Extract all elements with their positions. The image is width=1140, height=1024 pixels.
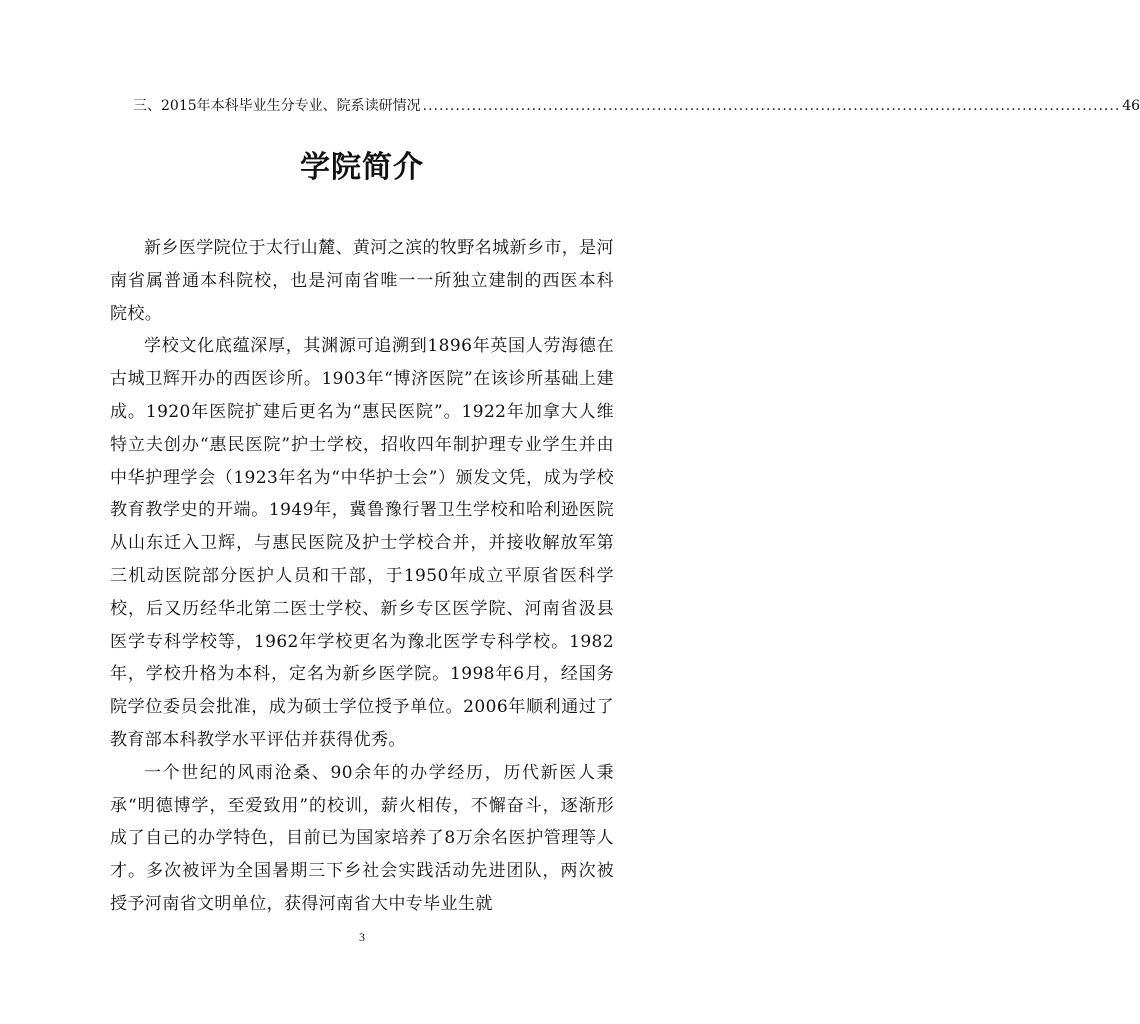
- toc-entry-title: 三、2015年本科毕业生分专业、院系读研情况: [133, 98, 421, 114]
- paragraph-location: 新乡医学院位于太行山麓、黄河之滨的牧野名城新乡市，是河南省属普通本科院校，也是河南省唯一一所独立建制的西医本科院校。: [110, 238, 614, 324]
- section-title: 学院简介: [300, 150, 424, 185]
- paragraph-achievements: 一个世纪的风雨沧桑、90余年的办学经历，历代新医人秉承“明德博学，至爱致用”的校训，薪火相传，不懈奋斗，逐渐形成了自己的办学特色，目前已为国家培养了8万余名医护管理等人才。多次被评为全国暑期三下乡社会实践活动先进团队，两次被授予河南省文明单位，获得河南省大中专毕业生就: [110, 762, 614, 914]
- toc-leader-dots: ................................................................................................................................: [422, 98, 1121, 114]
- toc-entry: [133, 97, 1140, 115]
- paragraph-history: 学校文化底蕴深厚，其渊源可追溯到1896年英国人劳海德在古城卫辉开办的西医诊所。1903年“博济医院”在该诊所基础上建成。1920年医院扩建后更名为“惠民医院”。1922年加拿大人维特立夫创办“惠民医院”护士学校，招收四年制护理专业学生并由中华护理学会（1923年名为“中华护士会”）颁发文凭，成为学校教育教学史的开端。1949年，冀鲁豫行署卫生学校和哈利逊医院从山东迁入卫辉，与惠民医院及护士学校合并，并接收解放军第三机动医院部分医护人员和干部，于1950年成立平原省医科学校，后又历经华北第二医士学校、新乡专区医学院、河南省汲县医学专科学校等，1962年学校更名为豫北医学专科学校。1982年，学校升格为本科，定名为新乡医学院。1998年6月，经国务院学位委员会批准，成为硕士学位授予单位。2006年顺利通过了教育部本科教学水平评估并获得优秀。: [110, 336, 614, 750]
- page-number: 3: [359, 930, 365, 944]
- toc-page-number: 46: [1122, 98, 1140, 114]
- body-text: [110, 232, 614, 921]
